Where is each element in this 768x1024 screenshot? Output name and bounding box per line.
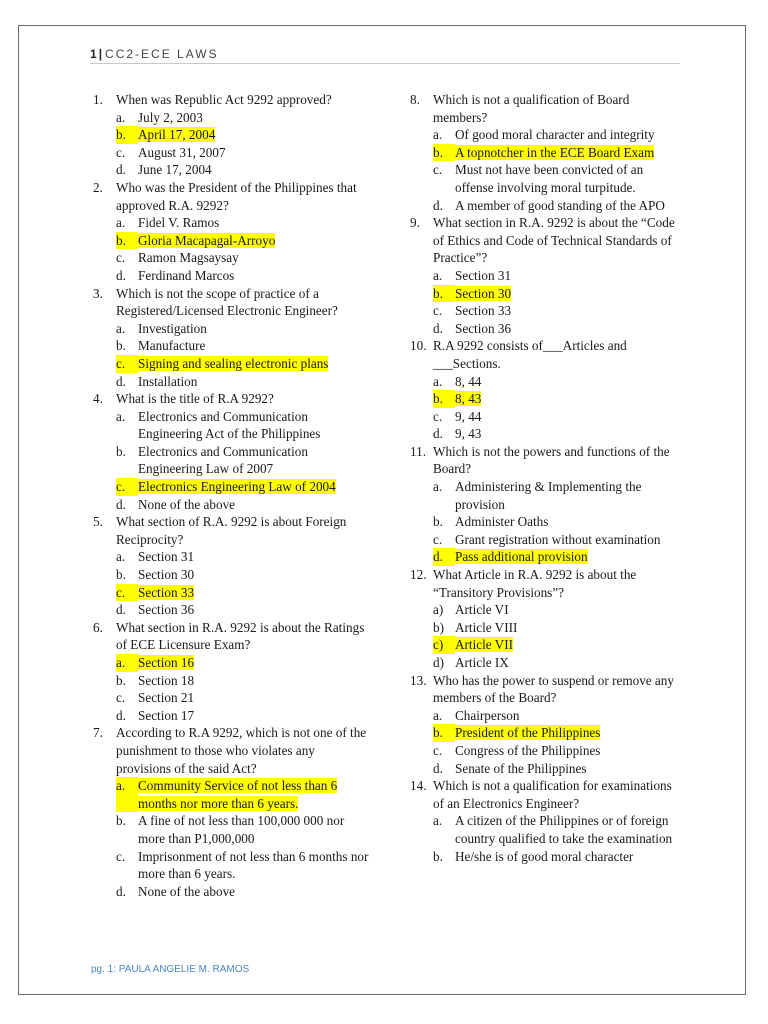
answer-option <box>93 707 373 725</box>
option-letter: a. <box>116 215 126 231</box>
answer-option <box>93 267 373 285</box>
question <box>410 91 685 126</box>
question <box>93 285 373 320</box>
option-text: Section 36 <box>138 602 195 618</box>
highlighted-answer-text: Section 16 <box>138 655 195 670</box>
highlighted-answer-text: Community Service of not less than 6 months nor more than 6 years. <box>138 778 338 811</box>
answer-option <box>410 197 685 215</box>
option-letter: a. <box>433 479 443 495</box>
option-letter: a. <box>433 707 443 723</box>
question-text: Who was the President of the Philippines that approved R.A. 9292? <box>116 179 357 213</box>
option-letter: c. <box>433 408 443 424</box>
answer-option <box>410 408 685 426</box>
option-text: Section 31 <box>138 549 195 565</box>
answer-option-highlighted <box>93 232 373 250</box>
question-number: 7. <box>93 725 103 741</box>
option-letter: b. <box>433 390 455 408</box>
option-text: July 2, 2003 <box>138 109 203 125</box>
highlighted-answer-text: Pass additional provision <box>455 549 588 565</box>
option-text <box>455 144 685 162</box>
option-text: Ferdinand Marcos <box>138 267 235 283</box>
answer-option <box>410 531 685 549</box>
option-letter: a. <box>433 267 443 283</box>
question-number: 3. <box>93 285 103 301</box>
answer-option-highlighted <box>410 548 685 566</box>
question <box>410 214 685 267</box>
option-letter: c. <box>116 478 138 496</box>
question <box>410 672 685 707</box>
option-letter: d. <box>433 426 443 442</box>
option-letter: b. <box>116 567 126 583</box>
option-text: Grant registration without examination <box>455 531 661 547</box>
header-rule <box>90 63 680 64</box>
option-letter: a) <box>433 602 444 618</box>
option-letter: d. <box>116 707 126 723</box>
answer-option-highlighted <box>410 144 685 162</box>
option-letter: a. <box>433 373 443 389</box>
option-text <box>138 584 373 602</box>
option-text: Administering & Implementing the provision <box>455 479 642 512</box>
question <box>93 390 373 408</box>
option-text: Senate of the Philippines <box>455 760 587 776</box>
option-text <box>138 355 373 373</box>
header-separator: | <box>98 47 103 61</box>
option-letter: c. <box>116 250 126 266</box>
option-text: A fine of not less than 100,000 000 nor more than P1,000,000 <box>138 813 345 846</box>
answer-option-highlighted <box>93 654 373 672</box>
option-text: Chairperson <box>455 707 520 723</box>
option-text: Congress of the Philippines <box>455 742 601 758</box>
question-text: When was Republic Act 9292 approved? <box>116 92 332 107</box>
option-letter: c. <box>433 162 443 178</box>
option-text: Section 17 <box>138 707 195 723</box>
option-letter: b. <box>433 144 455 162</box>
option-text: Section 33 <box>455 303 512 319</box>
answer-option-highlighted <box>93 777 373 812</box>
answer-option <box>93 109 373 127</box>
option-letter: b. <box>433 285 455 303</box>
option-text <box>455 636 685 654</box>
highlighted-answer-text: Section 33 <box>138 584 195 600</box>
answer-option <box>93 249 373 267</box>
question-text: Which is not the powers and functions of the Board? <box>433 443 670 477</box>
question-text: What Article in R.A. 9292 is about the “Transitory Provisions”? <box>433 567 637 600</box>
answer-option-highlighted <box>93 584 373 602</box>
question-text: According to R.A 9292, which is not one of the punishment to those who violates any provisions of the said Act? <box>116 725 367 776</box>
option-letter: c. <box>116 848 126 864</box>
option-text: Of good moral character and integrity <box>455 127 655 143</box>
answer-option <box>410 619 685 637</box>
question-number: 9. <box>410 215 420 231</box>
answer-option <box>410 760 685 778</box>
option-letter: b. <box>116 126 138 144</box>
answer-option <box>93 672 373 690</box>
option-text: None of the above <box>138 496 236 512</box>
option-letter: d. <box>433 760 443 776</box>
answer-option <box>93 161 373 179</box>
option-text: Imprisonment of not less than 6 months nor more than 6 years. <box>138 848 369 882</box>
option-text: Installation <box>138 373 198 389</box>
page-header <box>90 47 219 61</box>
answer-option <box>410 267 685 285</box>
option-letter: a. <box>116 777 138 812</box>
question-number: 13. <box>410 672 427 688</box>
option-letter: d. <box>116 496 126 512</box>
question-text: What is the title of R.A 9292? <box>116 391 274 407</box>
question <box>410 777 685 812</box>
highlighted-answer-text: 8, 43 <box>455 391 482 407</box>
option-letter: b. <box>116 443 126 459</box>
highlighted-answer-text: April 17, 2004 <box>138 127 216 143</box>
option-letter: c. <box>116 690 126 706</box>
option-text: A citizen of the Philippines or of foreign country qualified to take the examination <box>455 813 673 846</box>
highlighted-answer-text: Signing and sealing electronic plans <box>138 355 329 371</box>
option-letter: d. <box>433 320 443 336</box>
option-text: August 31, 2007 <box>138 144 226 160</box>
option-letter: b) <box>433 619 444 635</box>
answer-option <box>410 513 685 531</box>
left-column <box>93 91 373 900</box>
question-text: What section of R.A. 9292 is about Foreign Reciprocity? <box>116 514 347 547</box>
option-letter: c. <box>116 355 138 373</box>
question <box>410 337 685 372</box>
answer-option <box>93 548 373 566</box>
option-text: Administer Oaths <box>455 514 549 530</box>
option-letter: b. <box>116 232 138 250</box>
question-number: 10. <box>410 338 427 354</box>
option-letter: a. <box>116 109 126 125</box>
option-text: June 17, 2004 <box>138 162 212 178</box>
question-number: 1. <box>93 92 103 107</box>
header-title: CC2-ECE LAWS <box>105 47 219 61</box>
option-letter: b. <box>433 848 443 864</box>
option-text: Electronics and Communication Engineering Law of 2007 <box>138 443 308 477</box>
question-text: What section in R.A. 9292 is about the “Code of Ethics and Code of Technical Standards of Practice”? <box>433 215 675 266</box>
option-text: He/she is of good moral character <box>455 848 634 864</box>
answer-option <box>410 707 685 725</box>
question-number: 8. <box>410 92 420 107</box>
question <box>93 724 373 777</box>
answer-option <box>93 144 373 162</box>
option-letter: b. <box>116 338 126 354</box>
question-text: R.A 9292 consists of___Articles and ___Sections. <box>433 338 627 371</box>
option-text: Article VI <box>455 602 509 618</box>
option-letter: d. <box>116 162 126 178</box>
answer-option <box>410 320 685 338</box>
option-text <box>455 285 685 303</box>
highlighted-answer-text: Gloria Macapagal-Arroyo <box>138 232 276 248</box>
option-letter: c. <box>433 531 443 547</box>
option-letter: d. <box>116 883 126 899</box>
answer-option <box>93 214 373 232</box>
option-text <box>138 777 373 812</box>
answer-option <box>93 496 373 514</box>
question <box>93 513 373 548</box>
option-text: Electronics and Communication Engineering Act of the Philippines <box>138 408 321 442</box>
page-number: 1 <box>90 47 97 61</box>
option-letter: c. <box>433 742 443 758</box>
question-number: 14. <box>410 778 427 794</box>
answer-option <box>410 425 685 443</box>
answer-option <box>410 812 685 847</box>
answer-option-highlighted <box>410 724 685 742</box>
option-letter: a. <box>116 408 126 424</box>
question-text: Which is not a qualification for examinations of an Electronics Engineer? <box>433 778 672 811</box>
option-letter: d. <box>116 602 126 618</box>
answer-option <box>93 408 373 443</box>
highlighted-answer-text: President of the Philippines <box>455 725 601 741</box>
option-text: Fidel V. Ramos <box>138 215 220 231</box>
option-text: 9, 44 <box>455 408 482 424</box>
highlighted-answer-text: Section 30 <box>455 285 512 301</box>
answer-option <box>93 601 373 619</box>
answer-option <box>410 601 685 619</box>
answer-option-highlighted <box>410 636 685 654</box>
question <box>410 443 685 478</box>
option-text <box>455 548 685 566</box>
question <box>93 619 373 654</box>
answer-option-highlighted <box>93 355 373 373</box>
option-letter: a. <box>433 127 443 143</box>
highlighted-answer-text: A topnotcher in the ECE Board Exam <box>455 144 655 160</box>
option-text: Article VIII <box>455 619 518 635</box>
answer-option-highlighted <box>410 285 685 303</box>
option-letter: a. <box>433 813 443 829</box>
answer-option <box>410 848 685 866</box>
option-letter: a. <box>116 320 126 336</box>
option-letter: d. <box>116 373 126 389</box>
answer-option <box>410 302 685 320</box>
answer-option <box>410 478 685 513</box>
question-number: 4. <box>93 391 103 407</box>
option-text: None of the above <box>138 883 236 899</box>
answer-option <box>93 337 373 355</box>
option-text <box>138 478 373 496</box>
right-column <box>410 91 685 865</box>
option-letter: c. <box>433 303 443 319</box>
option-letter: c) <box>433 636 455 654</box>
answer-option <box>93 883 373 901</box>
question <box>93 91 373 109</box>
question-number: 12. <box>410 567 427 583</box>
option-letter: c. <box>116 144 126 160</box>
option-text: Section 36 <box>455 320 512 336</box>
option-text <box>138 126 373 144</box>
option-letter: b. <box>433 724 455 742</box>
answer-option-highlighted <box>410 390 685 408</box>
highlighted-answer-text: Article VII <box>455 637 513 653</box>
answer-option <box>93 566 373 584</box>
answer-option <box>410 654 685 672</box>
option-letter: d) <box>433 655 444 670</box>
option-text: Section 30 <box>138 567 195 583</box>
option-text: Investigation <box>138 320 207 336</box>
question-number: 2. <box>93 179 103 195</box>
option-letter: d. <box>433 548 455 566</box>
option-text: 8, 44 <box>455 373 482 389</box>
option-letter: d. <box>433 197 443 213</box>
option-letter: b. <box>116 672 126 688</box>
highlighted-answer-text: Electronics Engineering Law of 2004 <box>138 479 336 495</box>
option-text: Section 31 <box>455 267 512 283</box>
question-text: What section in R.A. 9292 is about the Ratings of ECE Licensure Exam? <box>116 619 365 653</box>
question-text: Which is not the scope of practice of a Registered/Licensed Electronic Engineer? <box>116 285 338 319</box>
option-text <box>455 724 685 742</box>
answer-option <box>410 373 685 391</box>
option-text: 9, 43 <box>455 426 482 442</box>
option-text: Section 21 <box>138 690 195 706</box>
answer-option <box>410 161 685 196</box>
question-number: 6. <box>93 619 103 635</box>
option-letter: a. <box>116 654 138 672</box>
answer-option-highlighted <box>93 126 373 144</box>
answer-option <box>93 689 373 707</box>
option-text: A member of good standing of the APO <box>455 197 665 213</box>
option-text <box>138 232 373 250</box>
option-letter: b. <box>433 514 443 530</box>
option-letter: d. <box>116 267 126 283</box>
answer-option <box>410 126 685 144</box>
option-text: Manufacture <box>138 338 206 354</box>
answer-option-highlighted <box>93 478 373 496</box>
option-text <box>138 654 373 672</box>
option-letter: b. <box>116 813 126 829</box>
question-number: 11. <box>410 443 426 459</box>
option-text: Section 18 <box>138 672 195 688</box>
question-number: 5. <box>93 514 103 530</box>
page-footer: pg. 1: PAULA ANGELIE M. RAMOS <box>91 964 250 975</box>
answer-option <box>93 812 373 847</box>
option-letter: c. <box>116 584 138 602</box>
option-text <box>455 390 685 408</box>
question-text: Which is not a qualification of Board members? <box>433 92 630 125</box>
answer-option <box>410 742 685 760</box>
option-text: Ramon Magsaysay <box>138 250 239 266</box>
option-text: Article IX <box>455 655 509 670</box>
answer-option <box>93 373 373 391</box>
answer-option <box>93 443 373 478</box>
answer-option <box>93 848 373 883</box>
answer-option <box>93 320 373 338</box>
question <box>410 566 685 601</box>
option-text: Must not have been convicted of an offense involving moral turpitude. <box>455 162 644 195</box>
question-text: Who has the power to suspend or remove any members of the Board? <box>433 672 674 706</box>
question <box>93 179 373 214</box>
option-letter: a. <box>116 549 126 565</box>
